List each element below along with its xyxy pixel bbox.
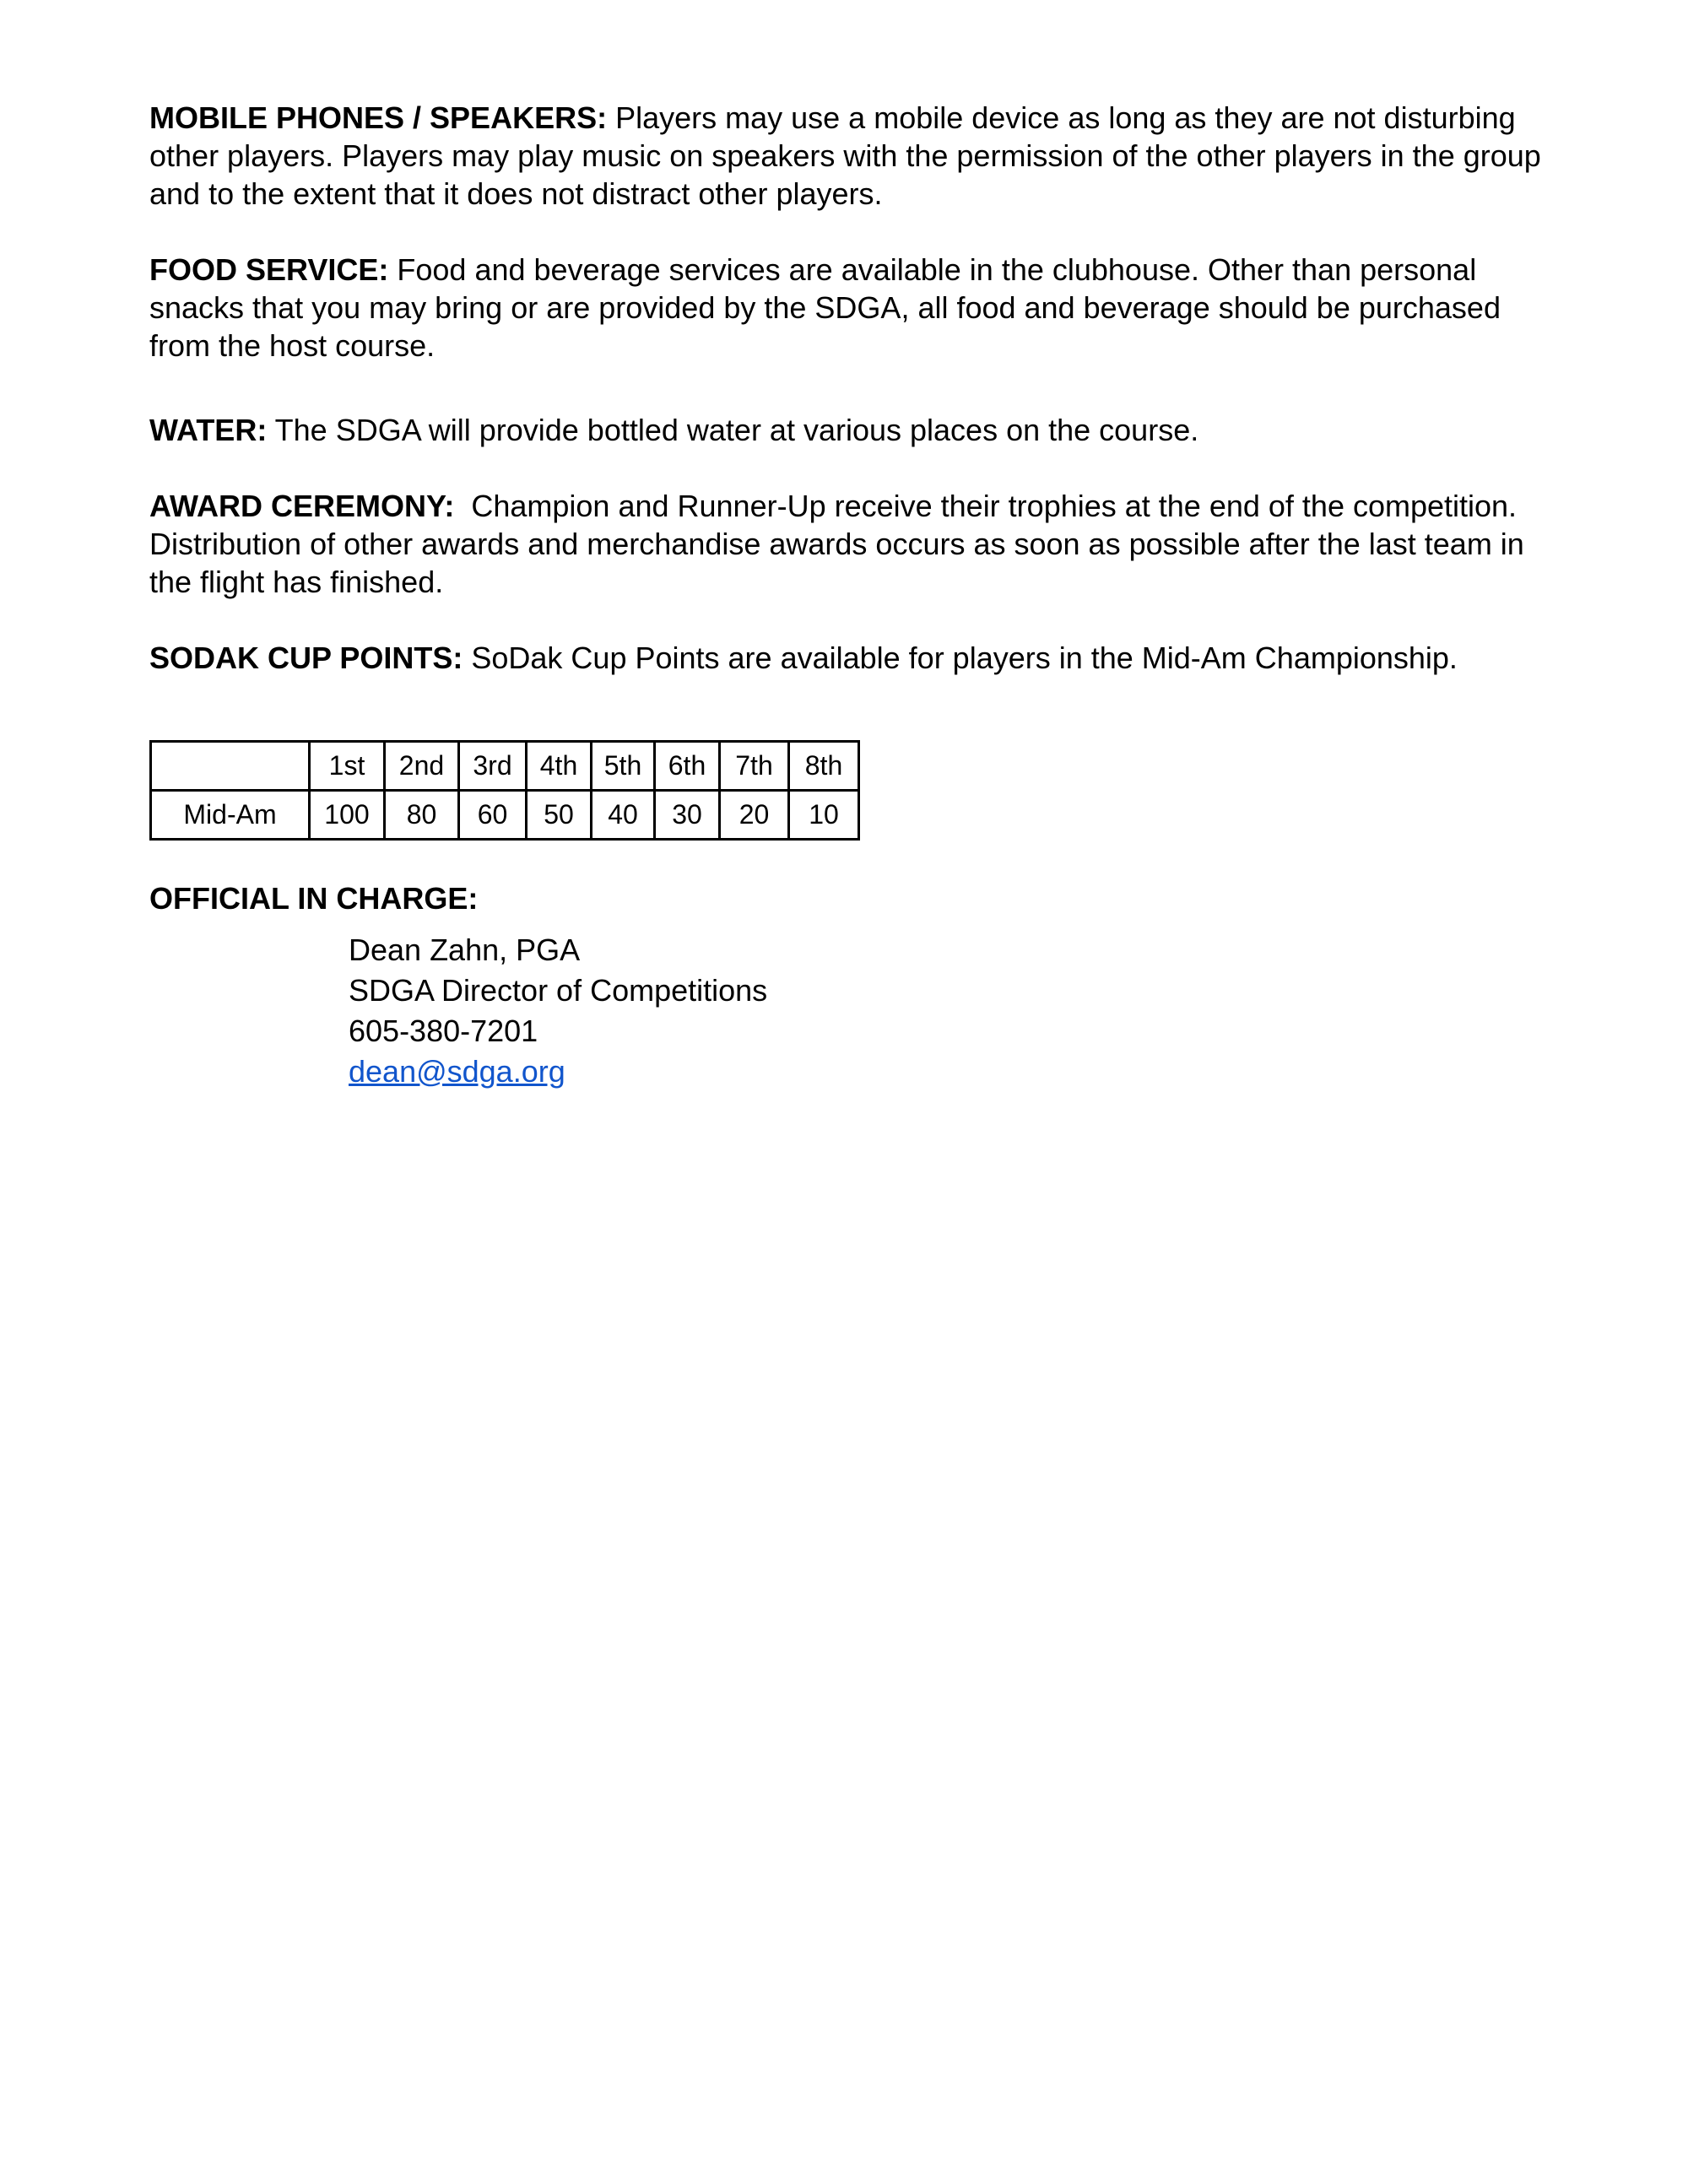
table-cell: 30	[655, 791, 720, 840]
official-email-link[interactable]: dean@sdga.org	[349, 1054, 565, 1089]
column-header: 6th	[655, 742, 720, 791]
sodak-cup-section	[149, 639, 1567, 677]
food-service-section	[149, 251, 1567, 365]
table-cell: 50	[527, 791, 592, 840]
mobile-phones-text: Players may use a mobile device as long as they are not disturbing other players. Players may play music on speakers with the permission of the other players in the group and to the extent that it does not distract other players.	[149, 100, 1541, 211]
water-heading: WATER:	[149, 413, 268, 447]
column-header: 8th	[789, 742, 859, 791]
column-header: 1st	[310, 742, 385, 791]
sodak-cup-heading: SODAK CUP POINTS:	[149, 641, 463, 675]
food-service-heading: FOOD SERVICE:	[149, 252, 389, 287]
table-cell: 20	[720, 791, 789, 840]
sodak-cup-text: SoDak Cup Points are available for players in the Mid-Am Championship.	[463, 641, 1458, 675]
mobile-phones-heading: MOBILE PHONES / SPEAKERS:	[149, 100, 608, 135]
mobile-phones-section	[149, 99, 1567, 213]
water-text: The SDGA will provide bottled water at various places on the course.	[267, 413, 1199, 447]
award-ceremony-heading: AWARD CEREMONY:	[149, 489, 455, 523]
food-service-text: Food and beverage services are available in the clubhouse. Other than personal snacks that you may bring or are provided by the SDGA, all food and beverage should be purchased from the host course.	[149, 252, 1501, 363]
official-title: SDGA Director of Competitions	[349, 973, 768, 1008]
column-header: 5th	[592, 742, 655, 791]
award-ceremony-section	[149, 487, 1567, 601]
sodak-points-table	[149, 740, 860, 841]
table-cell: 40	[592, 791, 655, 840]
official-phone: 605-380-7201	[349, 1014, 538, 1048]
water-section	[149, 411, 1567, 449]
table-cell: 100	[310, 791, 385, 840]
table-cell: 60	[459, 791, 527, 840]
column-header: 4th	[527, 742, 592, 791]
column-header: 7th	[720, 742, 789, 791]
award-ceremony-text: Champion and Runner-Up receive their trophies at the end of the competition. Distribution of other awards and merchandise awards occurs as soon as possible after the last team in the flight has finished.	[149, 489, 1533, 599]
row-label: Mid-Am	[151, 791, 310, 840]
table-cell: 80	[385, 791, 459, 840]
table-corner-cell	[151, 742, 310, 791]
official-in-charge-heading: OFFICIAL IN CHARGE:	[149, 881, 479, 916]
column-header: 3rd	[459, 742, 527, 791]
table-row	[151, 791, 859, 840]
table-header-row	[151, 742, 859, 791]
column-header: 2nd	[385, 742, 459, 791]
table-cell: 10	[789, 791, 859, 840]
official-name: Dean Zahn, PGA	[349, 933, 581, 967]
